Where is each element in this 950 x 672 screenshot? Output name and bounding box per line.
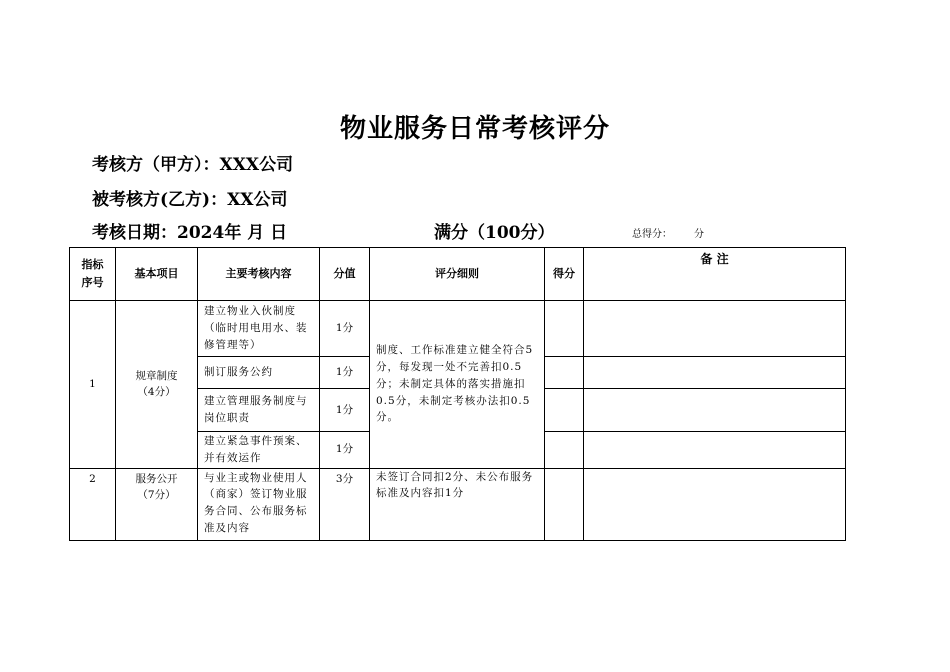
score-cell: 1分 [320, 301, 370, 357]
rules-cell: 未签订合同扣2分、未公布服务标准及内容扣1分 [370, 468, 545, 540]
table-header-row [70, 248, 846, 301]
note-cell [584, 357, 846, 389]
full-score: 满分（100分） [434, 223, 555, 243]
section-index: 1 [70, 301, 116, 469]
content-cell: 制订服务公约 [198, 357, 320, 389]
score-cell: 1分 [320, 432, 370, 469]
header-basic-item: 基本项目 [116, 248, 198, 301]
rules-cell: 制度、工作标准建立健全符合5分，每发现一处不完善扣0.5分；未制定具体的落实措施扣0.5分，未制定考核办法扣0.5分。 [370, 301, 545, 469]
header-got-score: 得分 [545, 248, 584, 301]
table-row [70, 468, 846, 540]
total-score [632, 225, 704, 240]
got-score-cell [545, 357, 584, 389]
content-cell: 建立紧急事件预案、并有效运作 [198, 432, 320, 469]
header-index: 指标 序号 [70, 248, 116, 301]
content-cell: 与业主或物业使用人（商家）签订物业服务合同、公布服务标准及内容 [198, 468, 320, 540]
content-cell: 建立物业入伙制度（临时用电用水、装修管理等） [198, 301, 320, 357]
page-title: 物业服务日常考核评分 [339, 114, 610, 144]
section-basic-item: 服务公开 （7分） [116, 468, 198, 540]
got-score-cell [545, 432, 584, 469]
got-score-cell [545, 389, 584, 432]
section-index: 2 [70, 468, 116, 540]
total-score-label: 总得分： [632, 229, 672, 240]
total-score-unit: 分 [694, 229, 704, 240]
score-table [69, 247, 846, 541]
party-b: 被考核方(乙方)：XX公司 [92, 190, 288, 210]
party-a: 考核方（甲方）：XXX公司 [92, 155, 294, 175]
header-scoring-rules: 评分细则 [370, 248, 545, 301]
header-main-content: 主要考核内容 [198, 248, 320, 301]
header-score-value: 分值 [320, 248, 370, 301]
note-cell [584, 301, 846, 357]
note-cell [584, 468, 846, 540]
content-cell: 建立管理服务制度与岗位职责 [198, 389, 320, 432]
header-note: 备 注 [584, 248, 846, 301]
got-score-cell [545, 301, 584, 357]
score-cell: 3分 [320, 468, 370, 540]
note-cell [584, 432, 846, 469]
section-basic-item: 规章制度 （4分） [116, 301, 198, 469]
note-cell [584, 389, 846, 432]
got-score-cell [545, 468, 584, 540]
assessment-date: 考核日期：2024年 月 日 [92, 223, 288, 243]
score-cell: 1分 [320, 389, 370, 432]
score-cell: 1分 [320, 357, 370, 389]
table-row [70, 301, 846, 357]
